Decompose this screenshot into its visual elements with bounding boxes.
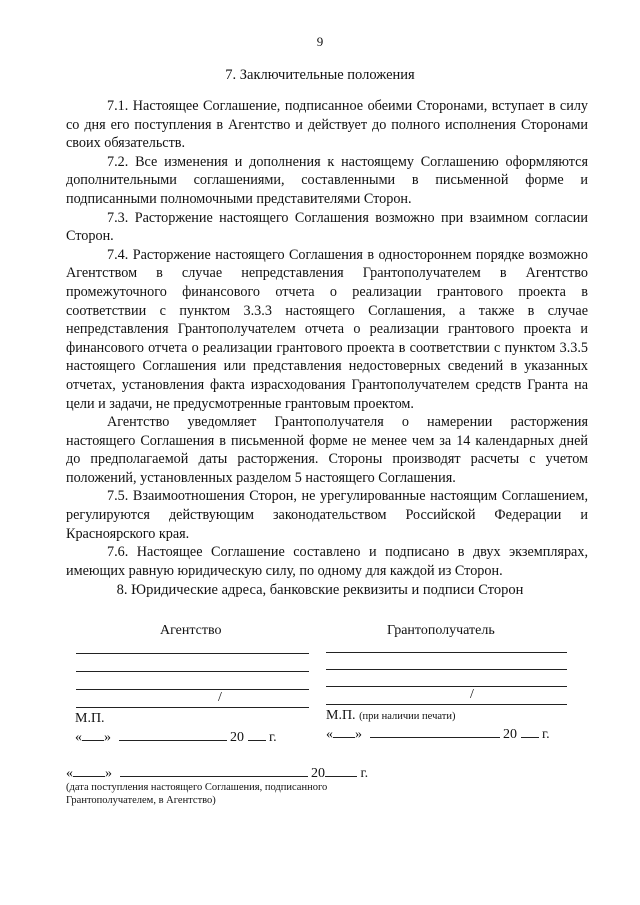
agency-details-line-3[interactable]	[76, 689, 309, 690]
grantee-stamp-text: М.П.	[326, 708, 356, 723]
grantee-stamp-note: (при наличии печати)	[359, 711, 456, 722]
grantee-date-year-blank[interactable]	[521, 725, 539, 738]
grantee-signature-slash: /	[470, 687, 474, 702]
agency-date-year-suffix: г.	[269, 730, 277, 745]
grantee-signature-line[interactable]	[326, 704, 567, 705]
agency-date-month-blank[interactable]	[119, 728, 227, 741]
grantee-date-month-blank[interactable]	[370, 725, 500, 738]
grantee-date-close-quote: »	[355, 727, 362, 742]
clause-7-4-notice: Агентство уведомляет Грантополучателя о намерении расторжения настоящего Соглашения в письменной форме не менее чем за 14 календарных дней до предполагаемой даты расторжения. Стороны производят расчеты с учетом положений, установленных разделом 5 настоящего Соглашения.	[66, 414, 588, 486]
receipt-date-year-suffix: г.	[360, 766, 369, 781]
clause-7-3: 7.3. Расторжение настоящего Соглашения возможно при взаимном согласии Сторон.	[66, 209, 588, 245]
agency-stamp-text: М.П.	[75, 711, 105, 726]
section-7-title: 7. Заключительные положения	[225, 67, 415, 83]
agency-date-year-blank[interactable]	[248, 728, 266, 741]
receipt-date-open-quote: «	[66, 766, 73, 781]
grantee-details-line-3[interactable]	[326, 686, 567, 687]
page-number: 9	[316, 34, 324, 49]
clause-7-6: 7.6. Настоящее Соглашение составлено и подписано в двух экземплярах, имеющих равную юридическую силу, по одному для каждой из Сторон.	[66, 544, 588, 579]
receipt-date-day-blank[interactable]	[73, 764, 105, 777]
agency-heading: Агентство	[160, 623, 222, 638]
grantee-date-day-blank[interactable]	[333, 725, 355, 738]
agency-date-row	[75, 728, 277, 746]
agency-date-day-blank[interactable]	[82, 728, 104, 741]
clause-7-1: 7.1. Настоящее Соглашение, подписанное обеими Сторонами, вступает в силу со дня его поступления в Агентство и действует до полного исполнения Сторонами своих обязательств.	[66, 98, 588, 152]
clause-7-2: 7.2. Все изменения и дополнения к настоящему Соглашению оформляются дополнительными соглашениями, составленными в письменной форме и подписанными полномочными представителями Сторон.	[66, 153, 588, 207]
agency-signature-slash: /	[218, 690, 222, 705]
receipt-date-year-prefix: 20	[311, 766, 325, 781]
receipt-date-row	[66, 764, 368, 782]
agency-signature-line[interactable]	[76, 707, 309, 708]
agency-stamp-label	[75, 711, 105, 727]
agency-date-open-quote: «	[75, 730, 82, 745]
section-8-title: 8. Юридические адреса, банковские реквизиты и подписи Сторон	[116, 582, 524, 598]
receipt-date-year-blank[interactable]	[325, 764, 357, 777]
clause-7-5: 7.5. Взаимоотношения Сторон, не урегулированные настоящим Соглашением, регулируются действующим законодательством Российской Федерации и Красноярского края.	[66, 488, 588, 542]
agency-date-close-quote: »	[104, 730, 111, 745]
section-7-body	[66, 97, 588, 580]
receipt-date-note: (дата поступления настоящего Соглашения, подписанного Грантополучателем, в Агентство)	[66, 782, 328, 806]
agency-date-year-prefix: 20	[230, 730, 244, 745]
grantee-date-row	[326, 725, 550, 743]
grantee-date-open-quote: «	[326, 727, 333, 742]
agency-details-line-1[interactable]	[76, 653, 309, 654]
clause-7-4: 7.4. Расторжение настоящего Соглашения в одностороннем порядке возможно Агентством в случае непредставления Грантополучателем в Агентство промежуточного финансового отчета о реализации грантового проекта в соответствии с пунктом 3.3.3 настоящего Соглашения, а также в случае непредставления Грантополучателем отчета о реализации грантового проекта и финансового отчета о реализации грантового проекта в соответствии с пунктом 3.3.5 настоящего Соглашения или представления недостоверных сведений в указанных отчетах, установления факта израсходования Грантополучателем средств Гранта на цели и задачи, не предусмотренные грантовым проектом.	[66, 246, 588, 412]
receipt-date-month-blank[interactable]	[120, 764, 308, 777]
receipt-date-close-quote: »	[105, 766, 112, 781]
agency-details-line-2[interactable]	[76, 671, 309, 672]
grantee-date-year-prefix: 20	[503, 727, 517, 742]
grantee-stamp-label	[326, 708, 455, 724]
grantee-date-year-suffix: г.	[542, 727, 550, 742]
grantee-heading: Грантополучатель	[387, 623, 495, 638]
grantee-details-line-2[interactable]	[326, 669, 567, 670]
grantee-details-line-1[interactable]	[326, 652, 567, 653]
